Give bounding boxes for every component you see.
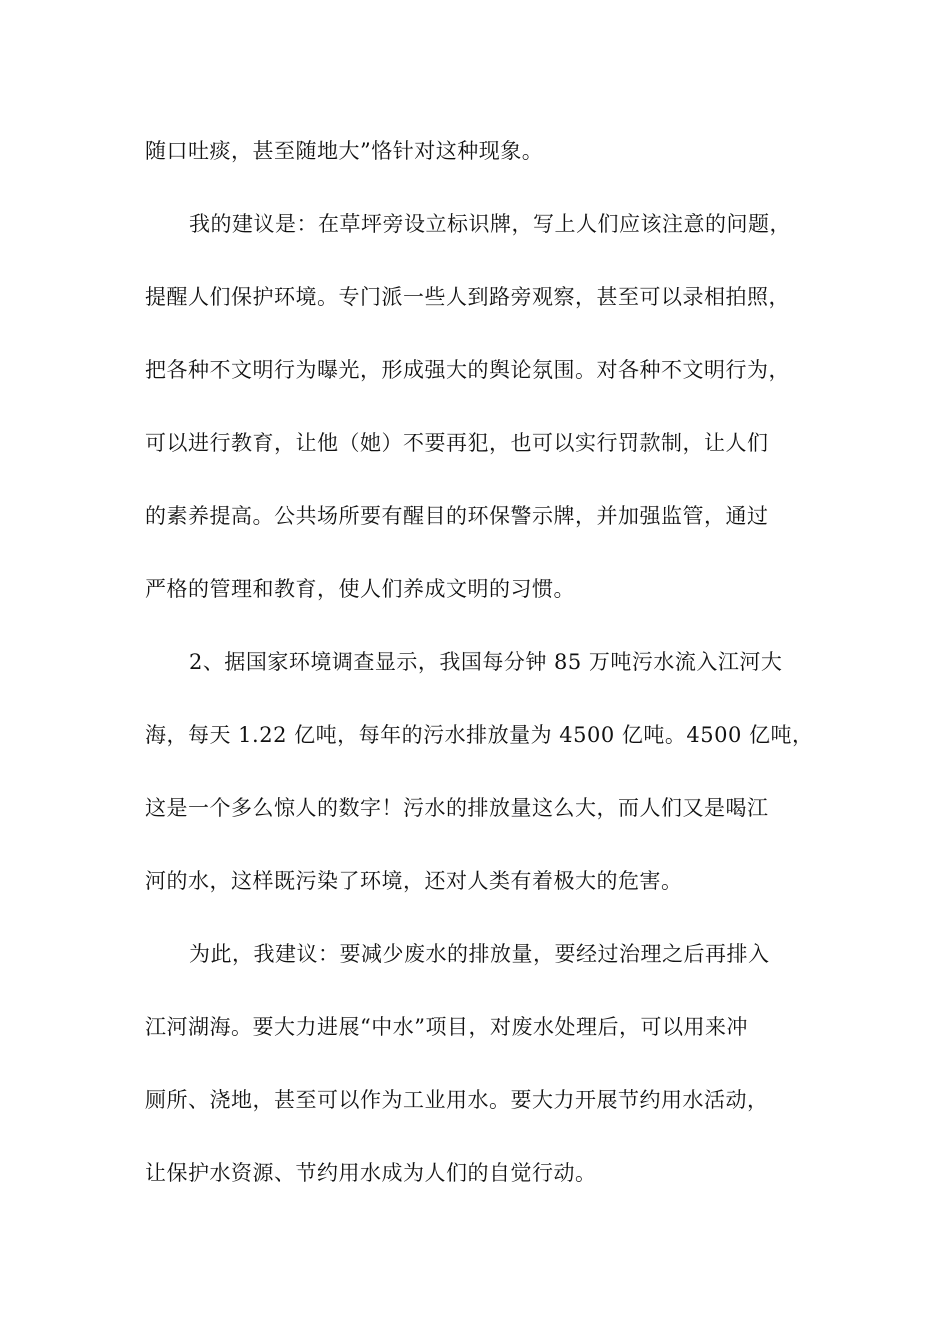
text-line: 厕所、浇地，甚至可以作为工业用水。要大力开展节约用水活动，	[145, 1088, 769, 1112]
text-line: 可以进行教育，让他（她）不要再犯，也可以实行罚款制，让人们	[145, 431, 769, 455]
paragraph-first-line: 2、据国家环境调查显示，我国每分钟 85 万吨污水流入江河大	[189, 650, 783, 674]
text-line: 江河湖海。要大力进展“中水”项目，对废水处理后，可以用来冲	[145, 1015, 748, 1039]
text-line: 让保护水资源、节约用水成为人们的自觉行动。	[145, 1161, 597, 1185]
text-line: 把各种不文明行为曝光，形成强大的舆论氛围。对各种不文明行为，	[145, 358, 790, 382]
text-line: 严格的管理和教育，使人们养成文明的习惯。	[145, 577, 575, 601]
paragraph-first-line: 我的建议是：在草坪旁设立标识牌，写上人们应该注意的问题，	[189, 212, 791, 236]
text-line: 河的水，这样既污染了环境，还对人类有着极大的危害。	[145, 869, 683, 893]
text-line: 这是一个多么惊人的数字！污水的排放量这么大，而人们又是喝江	[145, 796, 769, 820]
paragraph-first-line: 为此，我建议：要减少废水的排放量，要经过治理之后再排入	[189, 942, 770, 966]
text-line: 随口吐痰，甚至随地大”恪针对这种现象。	[145, 139, 544, 163]
text-line: 海，每天 1.22 亿吨，每年的污水排放量为 4500 亿吨。4500 亿吨，	[145, 723, 814, 747]
text-line: 的素养提高。公共场所要有醒目的环保警示牌，并加强监管，通过	[145, 504, 769, 528]
text-line: 提醒人们保护环境。专门派一些人到路旁观察，甚至可以录相拍照，	[145, 285, 790, 309]
